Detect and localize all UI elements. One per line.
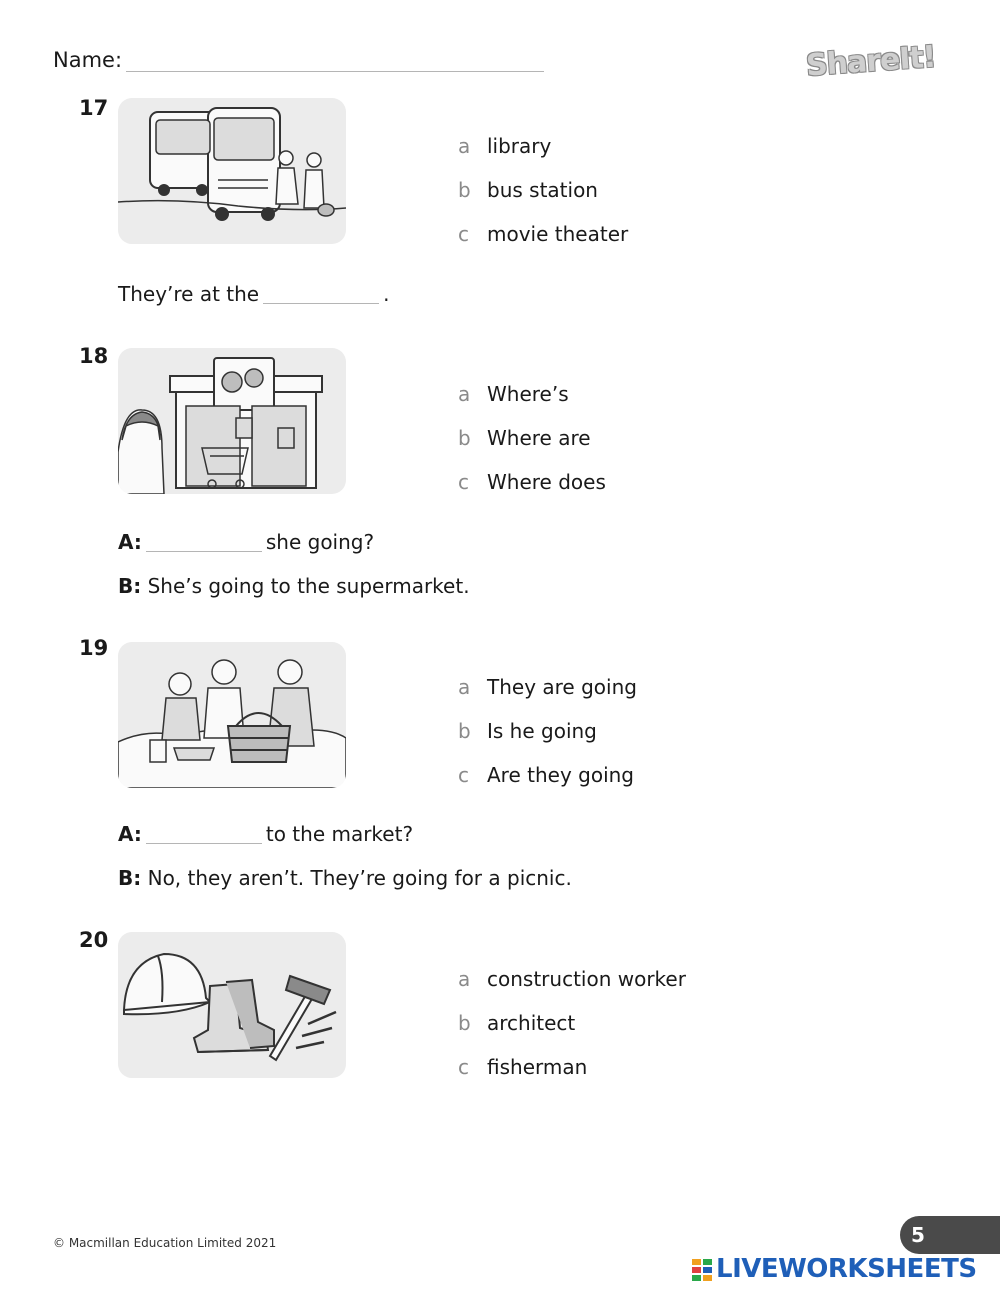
- speaker-a: A:: [118, 822, 142, 846]
- option-text: fisherman: [487, 1055, 588, 1079]
- option-letter: c: [458, 763, 469, 787]
- option-text: Where are: [487, 426, 591, 450]
- option-20a[interactable]: [458, 967, 686, 991]
- option-19b[interactable]: [458, 719, 597, 743]
- option-text: architect: [487, 1011, 576, 1035]
- option-letter: b: [458, 719, 471, 743]
- speaker-a: A:: [118, 530, 142, 554]
- option-letter: b: [458, 426, 471, 450]
- option-19a[interactable]: [458, 675, 637, 699]
- option-text: construction worker: [487, 967, 686, 991]
- option-20c[interactable]: [458, 1055, 587, 1079]
- option-letter: a: [458, 675, 471, 699]
- option-letter: a: [458, 967, 471, 991]
- dialogue-19-line-b: [118, 866, 572, 890]
- question-number-20: 20: [79, 928, 109, 952]
- shareit-logo: [800, 40, 940, 86]
- option-letter: a: [458, 382, 471, 406]
- picnic-illustration-icon: [118, 642, 346, 788]
- option-text: Where does: [487, 470, 606, 494]
- copyright-notice: © Macmillan Education Limited 2021: [53, 1236, 277, 1250]
- answer-blank-19[interactable]: [146, 843, 262, 844]
- dialogue-19-line-a: [118, 822, 413, 846]
- question-number-18: 18: [79, 344, 109, 368]
- liveworksheets-squares-icon: [692, 1259, 712, 1281]
- option-text: bus station: [487, 178, 598, 202]
- option-text: They are going: [487, 675, 637, 699]
- option-18a[interactable]: [458, 382, 569, 406]
- option-18b[interactable]: [458, 426, 591, 450]
- option-19c[interactable]: [458, 763, 634, 787]
- option-17a[interactable]: [458, 134, 551, 158]
- speaker-b: B:: [118, 574, 142, 598]
- sentence-17: [118, 282, 389, 306]
- dialogue-18-line-b: [118, 574, 470, 598]
- option-17b[interactable]: [458, 178, 598, 202]
- question-number-17: 17: [79, 96, 109, 120]
- option-letter: c: [458, 470, 469, 494]
- name-input-line[interactable]: [126, 71, 544, 72]
- option-text: movie theater: [487, 222, 629, 246]
- answer-blank-17[interactable]: [263, 303, 379, 304]
- dialogue-text: No, they aren’t. They’re going for a picnic.: [147, 866, 572, 890]
- option-18c[interactable]: [458, 470, 606, 494]
- dialogue-text: to the market?: [265, 822, 414, 846]
- sentence-end: .: [383, 282, 390, 306]
- name-label: Name:: [53, 48, 123, 72]
- construction-tools-illustration-icon: [118, 932, 346, 1078]
- liveworksheets-watermark[interactable]: [692, 1254, 992, 1284]
- answer-blank-18[interactable]: [146, 551, 262, 552]
- dialogue-18-line-a: [118, 530, 374, 554]
- option-letter: c: [458, 1055, 469, 1079]
- option-text: Where’s: [487, 382, 569, 406]
- option-letter: c: [458, 222, 469, 246]
- speaker-b: B:: [118, 866, 142, 890]
- option-text: library: [487, 134, 552, 158]
- page-number-tab: [900, 1216, 1000, 1254]
- sentence-text: They’re at the: [118, 282, 260, 306]
- bus-station-illustration-icon: [118, 98, 346, 244]
- option-letter: b: [458, 1011, 471, 1035]
- supermarket-illustration-icon: [118, 348, 346, 494]
- option-text: Is he going: [487, 719, 597, 743]
- liveworksheets-text: LIVEWORKSHEETS: [716, 1254, 977, 1284]
- question-number-19: 19: [79, 636, 109, 660]
- option-text: Are they going: [487, 763, 635, 787]
- option-17c[interactable]: [458, 222, 628, 246]
- dialogue-text: She’s going to the supermarket.: [147, 574, 470, 598]
- logo-text: ShareIt!: [804, 39, 937, 84]
- option-20b[interactable]: [458, 1011, 575, 1035]
- option-letter: b: [458, 178, 471, 202]
- page-number: 5: [911, 1223, 925, 1247]
- option-letter: a: [458, 134, 471, 158]
- dialogue-text: she going?: [265, 530, 375, 554]
